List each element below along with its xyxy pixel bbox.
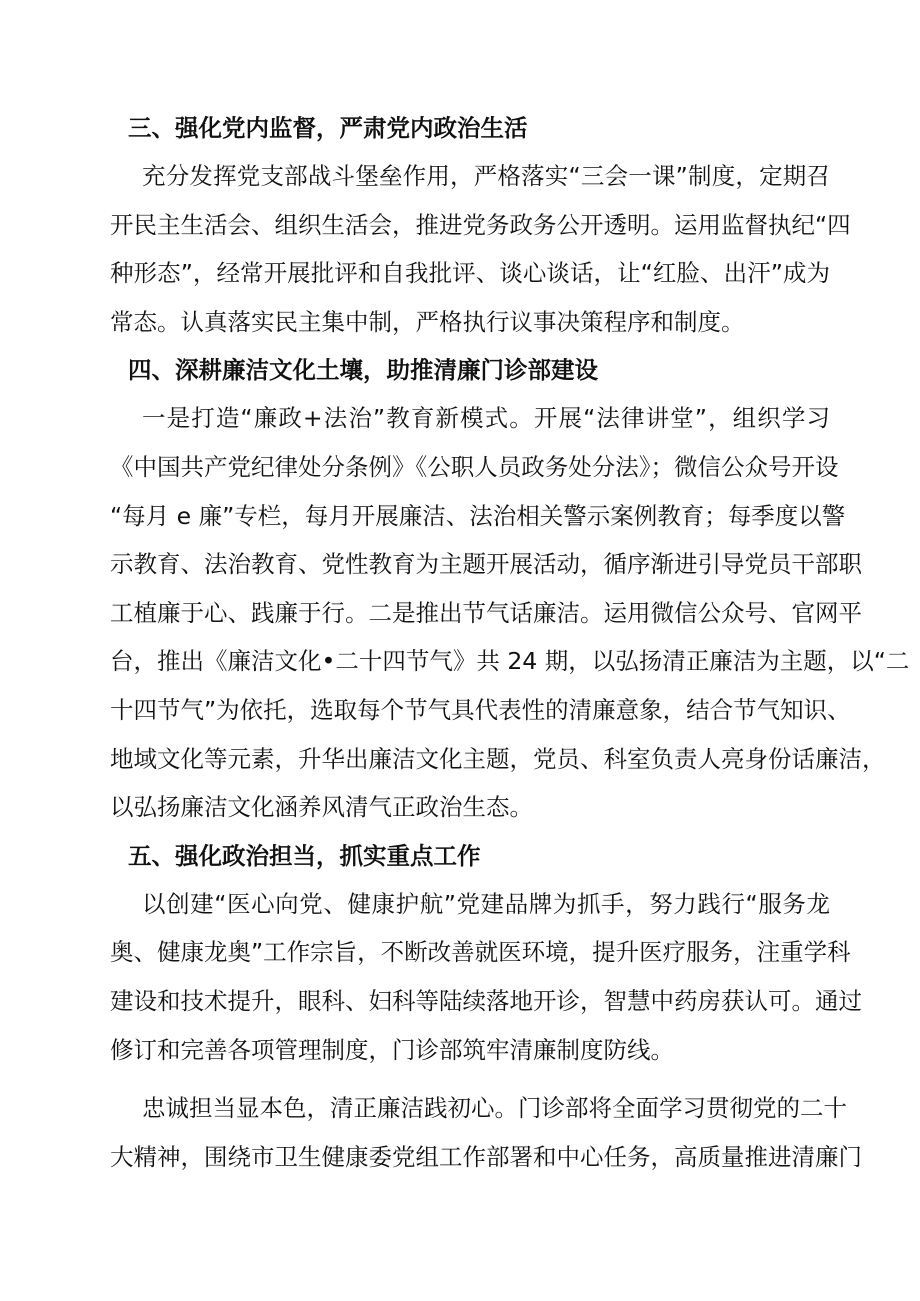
text-line: 忠诚担当显本色，清正廉洁践初心。门诊部将全面学习贯彻党的二十 (142, 1094, 847, 1123)
paragraph-spacer (110, 1074, 830, 1084)
text-line: 种形态”，经常开展批评和自我批评、谈心谈话，让“红脸、出汗”成为 (110, 259, 830, 288)
text-line: 十四节气”为依托，选取每个节气具代表性的清廉意象，结合节气知识、 (110, 695, 851, 724)
paragraph (110, 394, 910, 831)
text-line: 常态。认真落实民主集中制，严格执行议事决策程序和制度。 (110, 307, 745, 336)
text-line: 工植廉于心、践廉于行。二是推出节气话廉洁。运用微信公众号、官网平 (110, 598, 862, 627)
section-heading: 四、深耕廉洁文化土壤，助推清廉门诊部建设 (128, 356, 598, 385)
text-line: 地域文化等元素，升华出廉洁文化主题，党员、科室负责人亮身份话廉洁， (110, 744, 886, 773)
text-line: 一是打造“廉政+法治”教育新模式。开展“法律讲堂”，组织学习 (142, 404, 830, 433)
text-line: 以创建“医心向党、健康护航”党建品牌为抓手，努力践行“服务龙 (142, 889, 830, 918)
paragraph (110, 1084, 862, 1181)
text-line: 充分发挥党支部战斗堡垒作用，严格落实“三会一课”制度，定期召 (142, 162, 830, 190)
text-line: 大精神，围绕市卫生健康委党组工作部署和中心任务，高质量推进清廉门 (110, 1142, 862, 1171)
text-line: “每月 e 廉”专栏，每月开展廉洁、法治相关警示案例教育；每季度以警 (110, 501, 846, 530)
section-heading: 五、强化政治担当，抓实重点工作 (128, 841, 481, 870)
text-line: 以弘扬廉洁文化涵养风清气正政治生态。 (110, 793, 533, 822)
section-heading: 三、强化党内监督，严肃党内政治生活 (128, 114, 528, 142)
paragraph (110, 880, 862, 1074)
paragraph (110, 152, 851, 346)
text-line: 奥、健康龙奥”工作宗旨，不断改善就医环境，提升医疗服务，注重学科 (110, 938, 851, 967)
text-line: 建设和技术提升，眼科、妇科等陆续落地开诊，智慧中药房获认可。通过 (110, 986, 862, 1015)
text-line: 修订和完善各项管理制度，门诊部筑牢清廉制度防线。 (110, 1035, 674, 1064)
document-body (110, 104, 910, 1181)
text-line: 台，推出《廉洁文化•二十四节气》共 24 期，以弘扬清正廉洁为主题，以“二 (110, 647, 910, 676)
text-line: 《中国共产党纪律处分条例》《公职人员政务处分法》；微信公众号开设 (110, 452, 839, 481)
text-line: 开民主生活会、组织生活会，推进党务政务公开透明。运用监督执纪“四 (110, 210, 851, 239)
text-line: 示教育、法治教育、党性教育为主题开展活动，循序渐进引导党员干部职 (110, 550, 862, 579)
